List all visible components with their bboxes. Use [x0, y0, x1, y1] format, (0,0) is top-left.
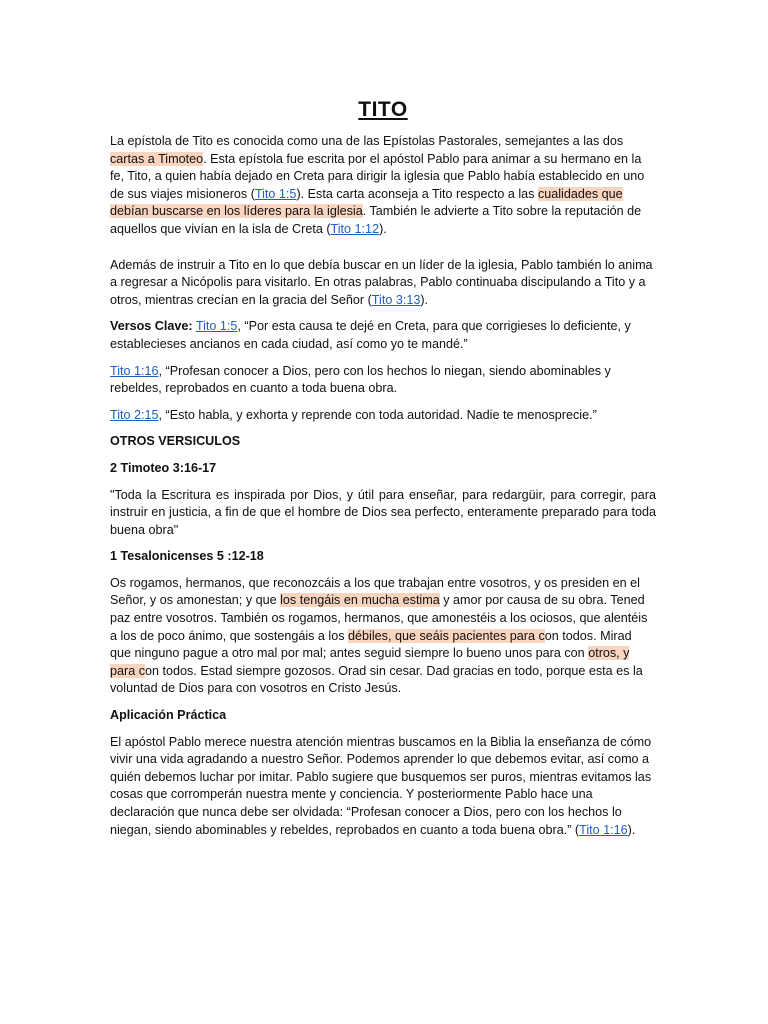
page-title: TITO: [358, 98, 408, 121]
document-page: [110, 96, 656, 848]
text-run: , “Esto habla, y exhorta y reprende con toda autoridad. Nadie te menosprecie.”: [158, 407, 597, 422]
text-run: ). Esta carta aconseja a Tito respecto a las: [296, 186, 538, 201]
text-run: on todos. Estad siempre gozosos. Orad sin cesar. Dad gracias en todo, porque esta es la voluntad de Dios para con vosotros en Cristo Jesús.: [110, 663, 643, 696]
intro-paragraph: [110, 133, 656, 239]
highlight-cualidades: cualidades que debían buscarse en los líderes para la iglesia: [110, 186, 623, 219]
link-tito-1-5-key[interactable]: Tito 1:5: [195, 319, 238, 334]
highlight-otros: otros, y para c: [110, 646, 630, 678]
link-tito-2-15[interactable]: Tito 2:15: [110, 407, 159, 422]
text-run: y amor por causa de su obra. Tened paz entre vosotros. También os rogamos, hermanos, que amonestéis a los ociosos, que alentéis a los de poco ánimo, que sostengáis a los: [110, 593, 648, 643]
link-tito-1-16[interactable]: Tito 1:16: [110, 363, 159, 378]
link-tito-1-12[interactable]: Tito 1:12: [330, 221, 380, 236]
text-run: on todos. Mirad que ninguno pague a otro mal por mal; antes seguid siempre lo bueno unos para con: [110, 628, 632, 661]
paragraph-nicopolis: [110, 257, 656, 310]
highlight-debiles: débiles, que seáis pacientes para c: [348, 628, 545, 643]
text-run: . Esta epístola fue escrita por el apóstol Pablo para animar a su hermano en la fe, Tito, a quien había dejado en Creta para dirigir la iglesia que Pablo había establecido en uno de sus viajes misioneros (: [110, 151, 645, 201]
highlight-cartas: cartas a Timoteo: [110, 151, 204, 166]
text-run: , “Por esta causa te dejé en Creta, para que corrigieses lo deficiente, y establecieses ancianos en cada ciudad, así como yo te mandé.”: [110, 319, 631, 351]
heading-2-timoteo: 2 Timoteo 3:16-17: [110, 460, 217, 475]
text-run: , “Profesan conocer a Dios, pero con los hechos lo niegan, siendo abominables y rebeldes, reprobados en cuanto a toda buena obra.: [110, 363, 611, 396]
link-tito-3-13[interactable]: Tito 3:13: [371, 292, 421, 307]
text-run: . También le advierte a Tito sobre la reputación de aquellos que vivían en la isla de Creta (: [110, 204, 642, 236]
text-run: ).: [379, 221, 387, 236]
text-run: ).: [420, 292, 429, 307]
paragraph-2-timoteo: "Toda la Escritura es inspirada por Dios, y útil para enseñar, para redargüir, para corregir, para instruir en justicia, a fin de que el hombre de Dios sea perfecto, enteramente preparado para toda buena obra": [110, 487, 656, 537]
paragraph-tesalonicenses: [110, 575, 656, 698]
text-run: El apóstol Pablo merece nuestra atención mientras buscamos en la Biblia la enseñanza de cómo vivir una vida agradando a nuestro Señor. Podemos aprender lo que debemos evitar, así como a quién debemos luchar por imitar. Pablo sugiere que busquemos ser puros, mientras evitamos las cosas que corromperán nuestra mente y conciencia. Y posteriormente Pablo hace una declaración que nunca debe ser olvidada: “Profesan conocer a Dios, pero con los hechos lo niegan, siendo abominables y rebeldes, reprobados en cuanto a toda buena obra.” (: [110, 734, 652, 837]
paragraph-tito-1-16: [110, 363, 656, 398]
link-tito-1-5[interactable]: Tito 1:5: [254, 186, 297, 201]
heading-otros-versiculos: OTROS VERSICULOS: [110, 434, 241, 449]
highlight-estima: los tengáis en mucha estima: [280, 593, 440, 608]
text-run: ).: [627, 822, 636, 837]
heading-aplicacion-practica: Aplicación Práctica: [110, 708, 227, 723]
label-versos-clave: Versos Clave:: [110, 319, 193, 334]
paragraph-tito-2-15: [110, 407, 656, 425]
spacer: [110, 248, 656, 257]
heading-1-tesalonicenses: 1 Tesalonicenses 5 :12-18: [110, 549, 264, 564]
text-run: La epístola de Tito es conocida como una de las Epístolas Pastorales, semejantes a las dos: [110, 134, 624, 148]
link-tito-1-16-end[interactable]: Tito 1:16: [579, 822, 628, 837]
text-run: Os rogamos, hermanos, que reconozcáis a los que trabajan entre vosotros, y os presiden en el Señor, y os amonestan; y que: [110, 575, 640, 608]
paragraph-versos-clave: [110, 318, 656, 353]
text-run: Además de instruir a Tito en lo que debía buscar en un líder de la iglesia, Pablo también lo anima a regresar a Nicópolis para visitarlo. En otras palabras, Pablo continuaba discipulando a Tito y a otros, mientras crecían en la gracia del Señor (: [110, 257, 653, 307]
paragraph-aplicacion: [110, 734, 656, 840]
